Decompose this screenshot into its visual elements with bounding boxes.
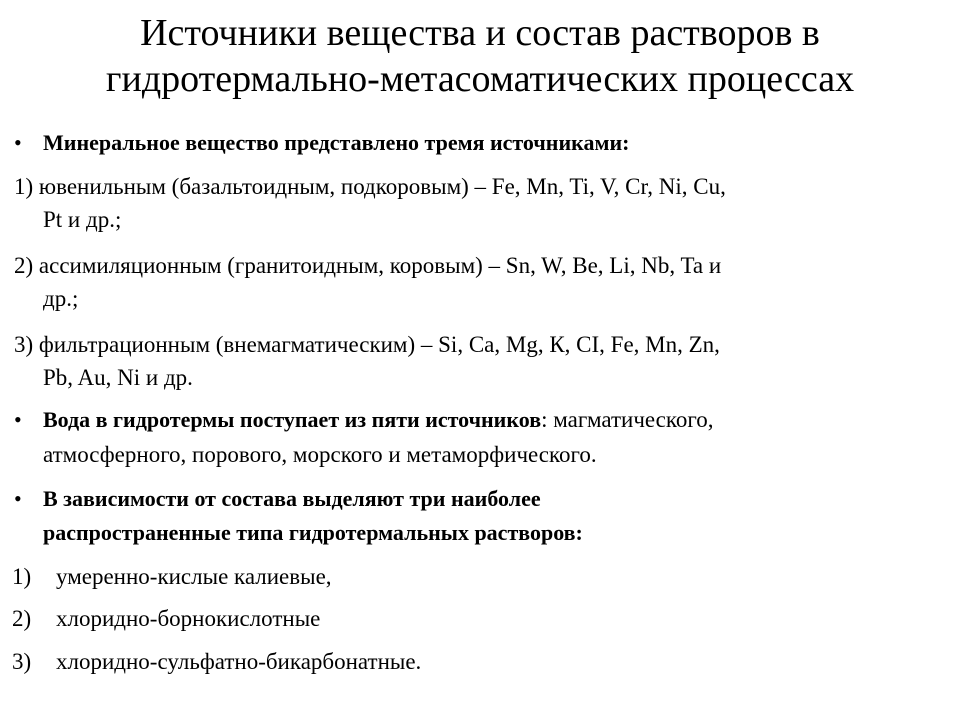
bullet-solutions-line-1: В зависимости от состава выделяют три наиболее	[43, 486, 541, 511]
bullet-water-heading: Вода в гидротермы поступает из пяти источников	[43, 407, 542, 432]
bullet-solutions-line-2: распространенные типа гидротермальных растворов:	[43, 520, 583, 545]
source-2-line-2: др.;	[43, 286, 79, 311]
source-1-line-1: 1) ювенильным (базальтоидным, подкоровым) – Fe, Mn, Ti, V, Cr, Ni, Cu,	[14, 174, 726, 199]
slide-title	[40, 10, 920, 102]
bullet-water-line-1	[43, 405, 714, 435]
source-3-line-2: Pb, Au, Ni и др.	[43, 365, 193, 390]
bullet-point-icon: •	[14, 407, 22, 432]
bullet-point-icon: •	[14, 486, 22, 511]
bullet-point-icon: •	[14, 130, 22, 155]
solution-type-1-text: умеренно-кислые калиевые,	[56, 564, 332, 589]
solution-type-1-number: 1)	[12, 564, 32, 589]
solution-type-2-text: хлоридно-борнокислотные	[56, 606, 321, 631]
bullet-minerals-heading: Минеральное вещество представлено тремя источниками:	[43, 130, 630, 155]
solution-type-3-number: 3)	[12, 649, 32, 674]
solution-type-2-number: 2)	[12, 606, 32, 631]
bullet-water-rest: : магматического,	[541, 407, 714, 432]
source-2-line-1: 2) ассимиляционным (гранитоидным, коровым) – Sn, W, Be, Li, Nb, Ta и	[14, 253, 722, 278]
solution-type-3-text: хлоридно-сульфатно-бикарбонатные.	[56, 649, 422, 674]
title-line-2: гидротермально-метасоматических процессах	[105, 58, 855, 100]
bullet-water-line-2: атмосферного, порового, морского и метаморфического.	[43, 442, 597, 467]
title-line-1: Источники вещества и состав растворов в	[140, 12, 820, 54]
source-1-line-2: Pt и др.;	[43, 207, 122, 232]
source-3-line-1: 3) фильтрационным (внемагматическим) – Si, Ca, Mg, К, CI, Fe, Mn, Zn,	[14, 332, 720, 357]
